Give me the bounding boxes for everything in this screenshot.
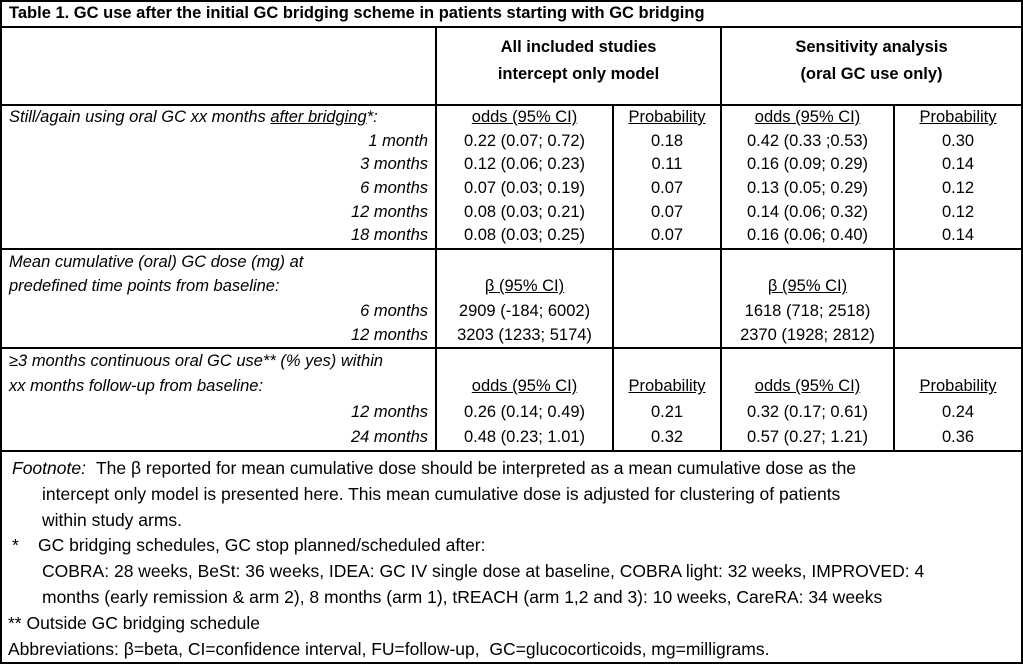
probability-header: Probability (919, 377, 997, 396)
section2-label-column (2, 250, 435, 347)
header-all-studies-line2: intercept only model (497, 65, 660, 83)
probability-header: Probability (628, 377, 706, 396)
odds-header: odds (95% CI) (471, 377, 578, 396)
section1-prob-sens-column (893, 106, 1021, 248)
footnote-line-3: within study arms. (42, 509, 183, 530)
section2-label-line2: predefined time points from baseline: (9, 277, 280, 296)
section3-prob-sens-column (893, 349, 1021, 450)
probability-header: Probability (628, 108, 706, 126)
header-all-included-studies (435, 28, 720, 104)
row-label: 1 month (368, 131, 428, 150)
beta-value: 1618 (718; 2518) (744, 301, 871, 320)
row-label: 3 months (360, 155, 428, 174)
footnote-schedule-line-1: COBRA: 28 weeks, BeSt: 36 weeks, IDEA: GC IV single dose at baseline, COBRA light: 32 weeks, IMPROVED: 4 (42, 561, 925, 582)
odds-value: 0.57 (0.27; 1.21) (746, 427, 869, 446)
probability-value: 0.14 (941, 226, 975, 245)
odds-value: 0.08 (0.03; 0.25) (463, 226, 586, 245)
asterisk-marker: * (12, 535, 19, 556)
section1-label-prefix: Still/again using oral GC xx months (9, 108, 271, 126)
beta-value: 2909 (-184; 6002) (458, 301, 591, 320)
table-title: Table 1. GC use after the initial GC bridging scheme in patients starting with GC bridging (2, 2, 1021, 28)
section2-empty-column (612, 250, 720, 347)
footnote-text-1: The β reported for mean cumulative dose should be interpreted as a mean cumulative dose as the (95, 458, 857, 478)
footnote-doublestar-line: ** Outside GC bridging schedule (8, 612, 260, 633)
header-sensitivity-analysis (720, 28, 1021, 104)
section3-prob-all-column (612, 349, 720, 450)
odds-value: 0.16 (0.09; 0.29) (746, 155, 869, 174)
odds-value: 0.16 (0.06; 0.40) (746, 226, 869, 245)
odds-value: 0.48 (0.23; 1.01) (463, 427, 586, 446)
row-label: 12 months (350, 325, 428, 344)
probability-value: 0.36 (941, 427, 975, 446)
beta-value: 2370 (1928; 2812) (740, 325, 875, 344)
odds-value: 0.12 (0.06; 0.23) (463, 155, 586, 174)
footnote-star-line (8, 533, 1013, 559)
odds-value: 0.32 (0.17; 0.61) (746, 402, 869, 421)
section2-label-line1: Mean cumulative (oral) GC dose (mg) at (9, 253, 304, 271)
probability-value: 0.07 (650, 226, 684, 245)
row-label: 12 months (350, 202, 428, 221)
header-all-studies-line1: All included studies (500, 38, 657, 56)
odds-header: odds (95% CI) (471, 108, 578, 126)
empty-cell (614, 349, 720, 374)
section1-label (2, 106, 435, 130)
section-mean-cumulative-dose (2, 250, 1021, 349)
header-sensitivity-line1: Sensitivity analysis (795, 38, 948, 56)
empty-cell (895, 349, 1021, 374)
empty-cell (437, 349, 612, 374)
section3-label-line2: xx months follow-up from baseline: (9, 377, 264, 396)
probability-value: 0.07 (650, 178, 684, 197)
row-label: 12 months (350, 402, 428, 421)
footnote-line-1 (8, 456, 1013, 482)
section3-label-line1: ≥3 months continuous oral GC use** (% yes) within (9, 352, 384, 370)
odds-value: 0.14 (0.06; 0.32) (746, 202, 869, 221)
footnote-block (2, 452, 1021, 662)
odds-value: 0.13 (0.05; 0.29) (746, 178, 869, 197)
probability-value: 0.11 (651, 155, 683, 174)
section2-beta-all-column (435, 250, 612, 347)
empty-header-cell (2, 28, 435, 104)
section3-odds-all-column (435, 349, 612, 450)
probability-value: 0.30 (941, 131, 975, 150)
row-label: 6 months (360, 301, 428, 320)
odds-value: 0.07 (0.03; 0.19) (463, 178, 586, 197)
footnote-line-2: intercept only model is presented here. This mean cumulative dose is adjusted for clustering of patients (42, 483, 841, 504)
row-label: 24 months (350, 427, 428, 446)
probability-value: 0.14 (941, 155, 975, 174)
section-continuous-gc-use (2, 349, 1021, 452)
row-label: 18 months (350, 226, 428, 245)
probability-value: 0.12 (941, 202, 975, 221)
section-still-using-gc (2, 106, 1021, 250)
header-sensitivity-line2: (oral GC use only) (800, 65, 943, 83)
section1-odds-sens-column (720, 106, 893, 248)
section3-odds-sens-column (720, 349, 893, 450)
odds-value: 0.26 (0.14; 0.49) (463, 402, 586, 421)
probability-value: 0.07 (650, 202, 684, 221)
probability-value: 0.18 (650, 131, 684, 150)
beta-header: β (95% CI) (484, 277, 565, 296)
row-label: 6 months (360, 178, 428, 197)
section1-prob-all-column (612, 106, 720, 248)
empty-cell (437, 250, 612, 274)
empty-cell (722, 250, 893, 274)
probability-value: 0.32 (650, 427, 684, 446)
footnote-abbreviations: Abbreviations: β=beta, CI=confidence interval, FU=follow-up, GC=glucocorticoids, mg=milligrams. (8, 638, 770, 659)
section1-odds-all-column (435, 106, 612, 248)
empty-cell (722, 349, 893, 374)
odds-header: odds (95% CI) (754, 377, 861, 396)
odds-header: odds (95% CI) (754, 108, 861, 126)
column-group-header-row (2, 28, 1021, 106)
section2-empty-column (893, 250, 1021, 347)
probability-value: 0.12 (941, 178, 975, 197)
footnote-star-text: GC bridging schedules, GC stop planned/scheduled after: (38, 535, 486, 556)
odds-value: 0.08 (0.03; 0.21) (463, 202, 586, 221)
beta-header: β (95% CI) (767, 277, 848, 296)
probability-value: 0.24 (941, 402, 975, 421)
odds-value: 0.42 (0.33 ;0.53) (746, 131, 869, 150)
section1-label-suffix: *: (366, 108, 378, 126)
section3-label-column (2, 349, 435, 450)
section2-beta-sens-column (720, 250, 893, 347)
probability-value: 0.21 (650, 402, 684, 421)
probability-header: Probability (919, 108, 997, 126)
odds-value: 0.22 (0.07; 0.72) (463, 131, 586, 150)
beta-value: 3203 (1233; 5174) (457, 325, 592, 344)
footnote-schedule-line-2: months (early remission & arm 2), 8 months (arm 1), tREACH (arm 1,2 and 3): 10 weeks, CareRA: 34 weeks (42, 586, 883, 607)
section1-label-underlined: after bridging (270, 108, 367, 126)
footnote-label: Footnote: (12, 458, 86, 478)
section1-label-column (2, 106, 435, 248)
